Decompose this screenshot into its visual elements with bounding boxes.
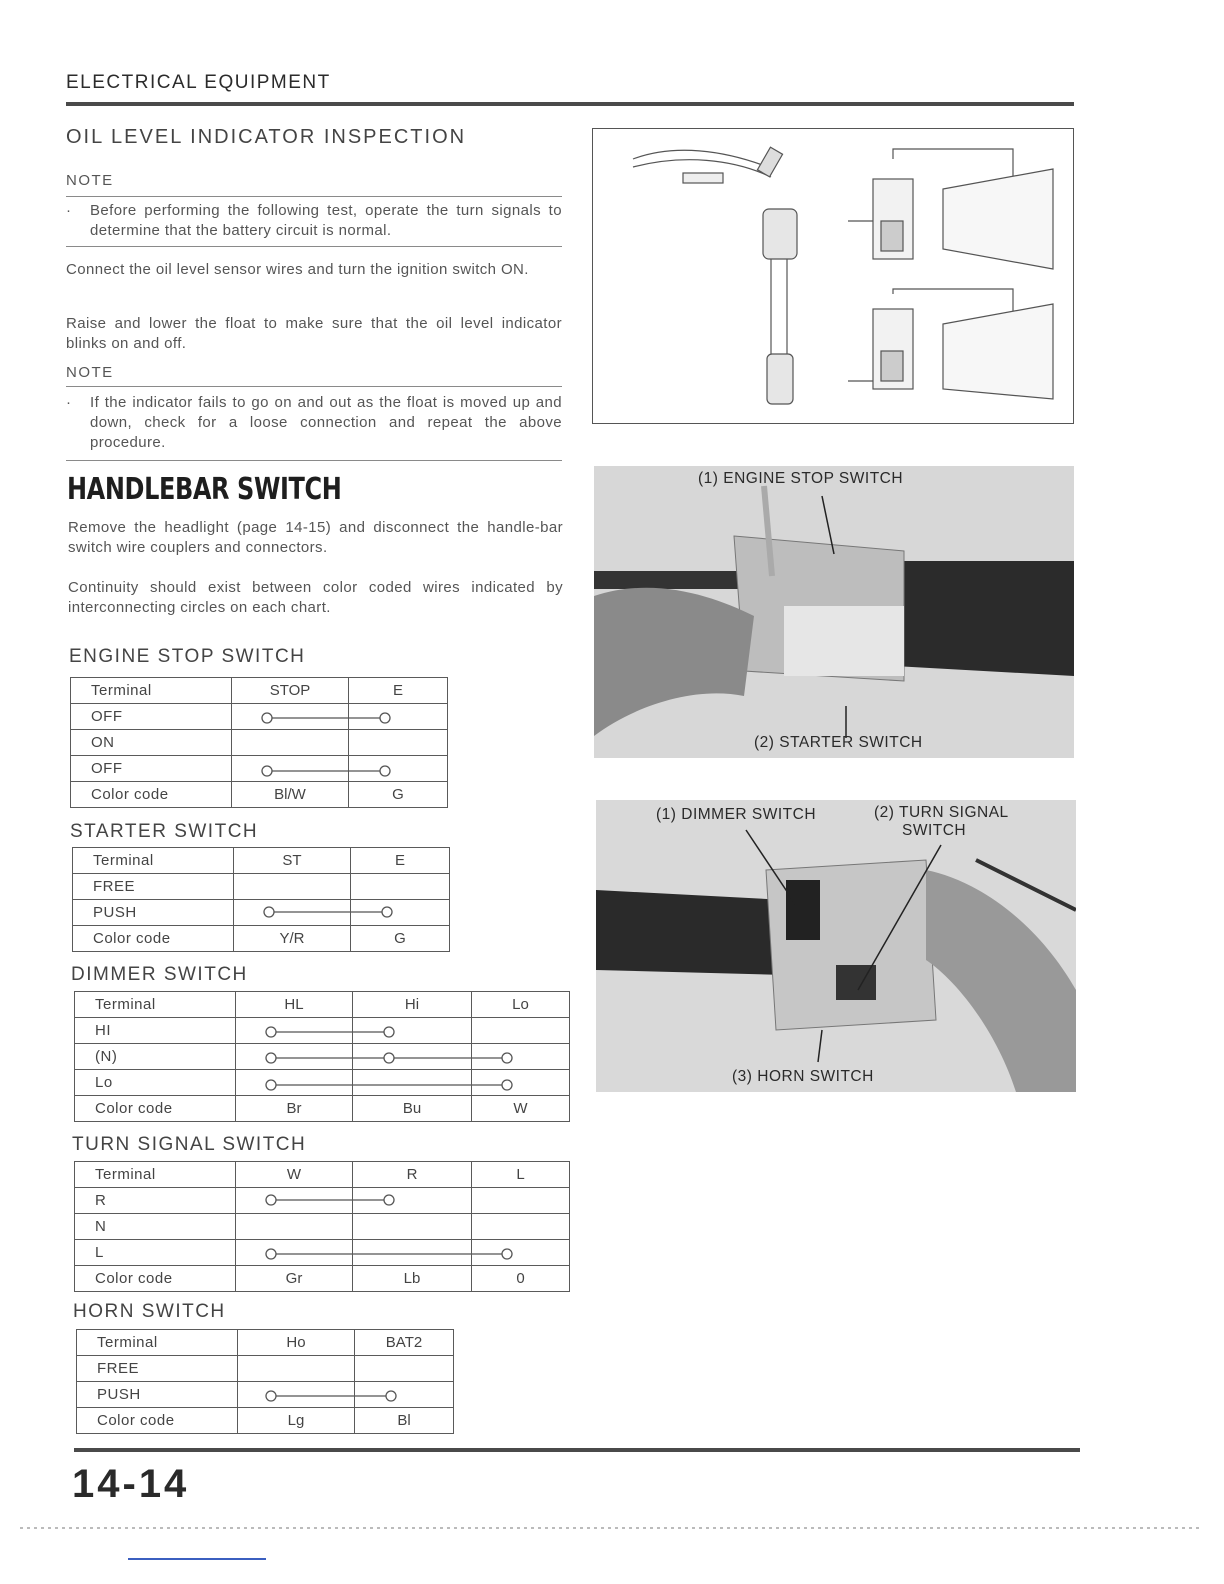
table-header: STOP	[232, 678, 349, 704]
table-header: Terminal	[77, 1330, 238, 1356]
color-code-value: Lb	[353, 1266, 472, 1292]
table-header: Ho	[238, 1330, 355, 1356]
table-row-label: FREE	[77, 1356, 238, 1382]
note-text: · If the indicator fails to go on and out as the float is moved up and down, check for a loose connection and repeat the above procedure.	[66, 394, 562, 451]
note-text-body: If the indicator fails to go on and out as the float is moved up and down, check for a loose connection and repeat the above procedure.	[90, 394, 562, 451]
color-code-value: G	[351, 926, 450, 952]
continuity-circle	[380, 766, 390, 776]
table-row-label: N	[75, 1214, 236, 1240]
note-label: NOTE	[66, 172, 114, 189]
engine-stop-switch-title: ENGINE STOP SWITCH	[69, 646, 306, 667]
table-row-label: OFF	[71, 704, 232, 730]
color-code-value: Lg	[238, 1408, 355, 1434]
table-header: L	[472, 1162, 570, 1188]
color-code-value: Bl/W	[232, 782, 349, 808]
handlebar-right-photo	[594, 466, 1074, 758]
horn-switch-table	[76, 1329, 454, 1434]
callout-starter-switch: (2) STARTER SWITCH	[754, 734, 923, 751]
oil-level-sensor-figure	[592, 128, 1074, 424]
table-header: Terminal	[75, 992, 236, 1018]
dimmer-switch-table	[74, 991, 570, 1122]
table-row-label: HI	[75, 1018, 236, 1044]
color-code-label: Color code	[75, 1266, 236, 1292]
dimmer-turn-horn-switch-photo	[596, 800, 1076, 1092]
starter-switch-title: STARTER SWITCH	[70, 821, 259, 842]
page-number: 14-14	[72, 1462, 190, 1506]
turn-signal-switch-table	[74, 1161, 570, 1292]
footer-rule	[74, 1448, 1080, 1452]
starter-switch-table	[72, 847, 450, 952]
callout-turn-signal-switch: (2) TURN SIGNAL	[874, 804, 1009, 821]
table-row-label: R	[75, 1188, 236, 1214]
continuity-circle	[380, 713, 390, 723]
color-code-value: Bl	[355, 1408, 454, 1434]
table-row-label: PUSH	[73, 900, 234, 926]
color-code-value: G	[349, 782, 448, 808]
handlebar-switch-heading: HANDLEBAR SWITCH	[67, 472, 342, 507]
continuity-circle	[262, 766, 272, 776]
table-header: W	[236, 1162, 353, 1188]
page-header-title: ELECTRICAL EQUIPMENT	[66, 72, 331, 93]
color-code-value: Br	[236, 1096, 353, 1122]
horn-switch-title: HORN SWITCH	[73, 1301, 226, 1322]
color-code-label: Color code	[71, 782, 232, 808]
table-row-label: PUSH	[77, 1382, 238, 1408]
color-code-value: 0	[472, 1266, 570, 1292]
color-code-label: Color code	[73, 926, 234, 952]
oil-level-section-title: OIL LEVEL INDICATOR INSPECTION	[66, 126, 467, 148]
color-code-label: Color code	[77, 1408, 238, 1434]
table-row-label: Lo	[75, 1070, 236, 1096]
table-header: Terminal	[73, 848, 234, 874]
engine-stop-starter-switch-photo	[594, 466, 1074, 758]
color-code-value: Gr	[236, 1266, 353, 1292]
table-row-label: L	[75, 1240, 236, 1266]
table-row-label: FREE	[73, 874, 234, 900]
footer-link-underline[interactable]	[128, 1558, 266, 1560]
color-code-value: Bu	[353, 1096, 472, 1122]
note-label: NOTE	[66, 364, 114, 381]
note-text: · Before performing the following test, operate the turn signals to determine that the battery circuit is normal.	[66, 202, 562, 239]
table-row-label: ON	[71, 730, 232, 756]
handlebar-paragraph-2: Continuity should exist between color coded wires indicated by interconnecting circles on each chart.	[68, 579, 563, 616]
table-header: Lo	[472, 992, 570, 1018]
table-header: R	[353, 1162, 472, 1188]
table-row-label: OFF	[71, 756, 232, 782]
dimmer-switch-title: DIMMER SWITCH	[71, 964, 248, 985]
color-code-value: Y/R	[234, 926, 351, 952]
table-header: ST	[234, 848, 351, 874]
color-code-value: W	[472, 1096, 570, 1122]
callout-engine-stop-switch: (1) ENGINE STOP SWITCH	[698, 470, 904, 487]
callout-dimmer-switch: (1) DIMMER SWITCH	[656, 806, 817, 823]
callout-turn-signal-switch-line2: SWITCH	[902, 822, 967, 839]
table-header: Terminal	[75, 1162, 236, 1188]
handlebar-paragraph-1: Remove the headlight (page 14-15) and disconnect the handle-bar switch wire couplers and connectors.	[68, 519, 563, 556]
table-header: Terminal	[71, 678, 232, 704]
table-header: E	[349, 678, 448, 704]
scan-artifact-line	[20, 1527, 1200, 1529]
color-code-label: Color code	[75, 1096, 236, 1122]
callout-horn-switch: (3) HORN SWITCH	[732, 1068, 874, 1085]
turn-signal-switch-title: TURN SIGNAL SWITCH	[72, 1134, 307, 1155]
oil-paragraph-1: Connect the oil level sensor wires and turn the ignition switch ON.	[66, 261, 529, 278]
table-header: HL	[236, 992, 353, 1018]
table-row-label: (N)	[75, 1044, 236, 1070]
oil-paragraph-2: Raise and lower the float to make sure that the oil level indicator blinks on and off.	[66, 315, 562, 352]
table-header: BAT2	[355, 1330, 454, 1356]
table-header: E	[351, 848, 450, 874]
handlebar-left-photo	[596, 800, 1076, 1092]
note-text-body: Before performing the following test, operate the turn signals to determine that the battery circuit is normal.	[90, 202, 562, 239]
table-header: Hi	[353, 992, 472, 1018]
oil-level-sensor-illustration	[593, 129, 1073, 423]
continuity-circle	[262, 713, 272, 723]
